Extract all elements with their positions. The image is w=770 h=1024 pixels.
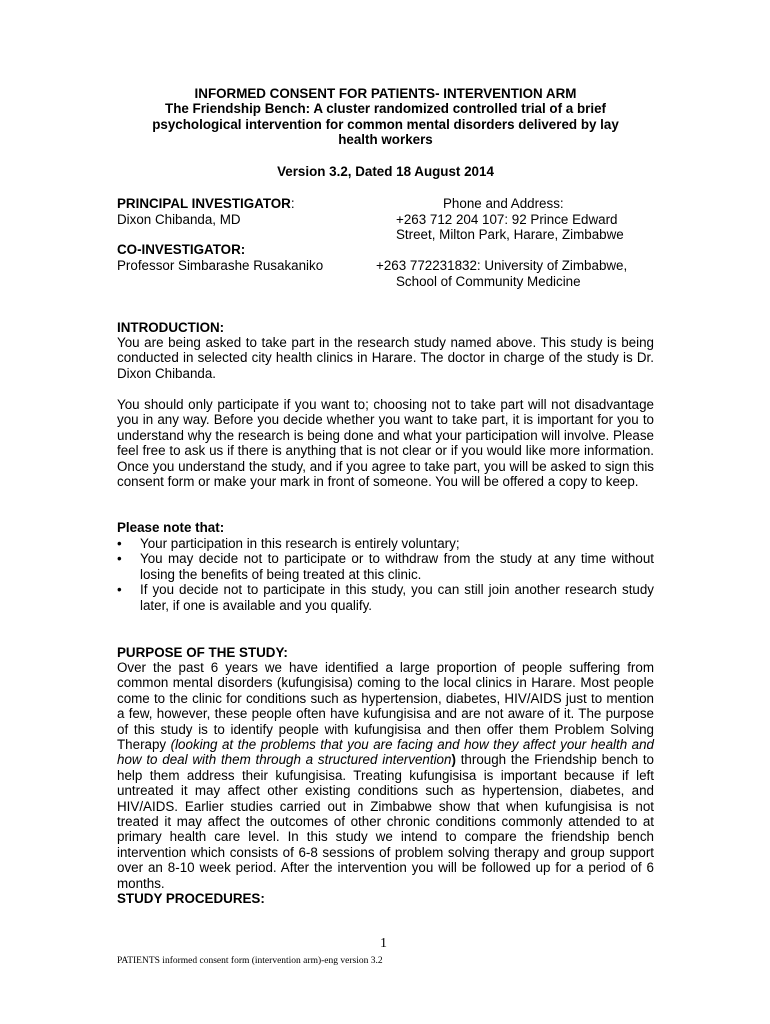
introduction-heading: INTRODUCTION:	[117, 320, 225, 335]
bullet-icon: •	[117, 582, 122, 598]
purpose-closing-paren: )	[451, 752, 456, 768]
purpose-heading: PURPOSE OF THE STUDY:	[117, 645, 288, 660]
introduction-paragraph-2: You should only participate if you want to; choosing not to take part will not disadvantage you in any way. Before you decide whether you want to take part, it is important for you to understand why the research is being done and what your participation will involve. Please feel free to ask us if there is anything that is not clear or if you would like more information. Once you understand the study, and if you agree to take part, you will be asked to sign this consent form or make your mark in front of someone. You will be offered a copy to keep.	[117, 397, 654, 490]
list-item-text: If you decide not to participate in this study, you can still join another research study later, if one is available and you qualify.	[140, 582, 654, 613]
phone-address-label: Phone and Address:	[443, 196, 564, 211]
coi-contact-line-2: School of Community Medicine	[396, 274, 581, 289]
purpose-italic-text: (looking at the problems that you are facing and how they affect your health and how to deal with them through a structured intervention	[117, 737, 655, 768]
purpose-text-start: Over the past 6 years we have identified a large proportion of people suffering from common mental disorders (kufungisisa) coming to the local clinics in Harare. Most people come to the clinic for conditions such as hypertension, diabetes, HIV/AIDS just to mention a few, however, these people often have kufungisisa and are not aware of it. The purpose of this study is to identify people with kufungisisa and then offer them Problem Solving Therapy	[117, 660, 654, 753]
study-procedures-heading: STUDY PROCEDURES:	[117, 891, 265, 906]
please-note-list	[117, 536, 654, 613]
please-note-heading: Please note that:	[117, 520, 225, 535]
footer-text: PATIENTS informed consent form (intervention arm)-eng version 3.2	[117, 956, 383, 966]
purpose-text-end: through the Friendship bench to help them address their kufungisisa. Treating kufungisisa is important because if left untreated it may affect other existing conditions such as hypertension, diabetes, and HIV/AIDS. Earlier studies carried out in Zimbabwe show that when kufungisisa is not treated it may affect the outcomes of other chronic conditions commonly attended to at primary health care level. In this study we intend to compare the friendship bench intervention which consists of 6-8 sessions of problem solving therapy and group support over an 8-10 week period. After the intervention you will be followed up for a period of 6 months.	[117, 752, 654, 891]
coi-contact-line-1: +263 772231832: University of Zimbabwe,	[376, 258, 628, 273]
introduction-paragraph-1: You are being asked to take part in the research study named above. This study is being conducted in selected city health clinics in Harare. The doctor in charge of the study is Dr. Dixon Chibanda.	[117, 335, 654, 381]
bullet-icon: •	[117, 536, 122, 551]
title-line-4: health workers	[338, 132, 433, 148]
list-item	[117, 536, 654, 551]
pi-name: Dixon Chibanda, MD	[117, 212, 241, 227]
list-item	[117, 582, 654, 613]
purpose-paragraph	[117, 660, 654, 891]
pi-label: PRINCIPAL INVESTIGATOR	[117, 196, 291, 211]
pi-heading	[117, 196, 295, 211]
title-line-3: psychological intervention for common mental disorders delivered by lay	[152, 116, 619, 132]
pi-contact-line-1: +263 712 204 107: 92 Prince Edward	[396, 212, 618, 227]
page-number: 1	[380, 936, 387, 951]
list-item-text: Your participation in this research is entirely voluntary;	[140, 536, 460, 551]
coi-name: Professor Simbarashe Rusakaniko	[117, 258, 324, 273]
bullet-icon: •	[117, 551, 122, 567]
list-item	[117, 551, 654, 582]
title-line-1: INFORMED CONSENT FOR PATIENTS- INTERVENTION ARM	[194, 86, 577, 101]
pi-contact-line-2: Street, Milton Park, Harare, Zimbabwe	[396, 227, 624, 242]
pi-label-colon: :	[290, 196, 295, 211]
document-title	[117, 86, 654, 148]
list-item-text: You may decide not to participate or to withdraw from the study at any time without losing the benefits of being treated at this clinic.	[140, 551, 654, 582]
title-line-2: The Friendship Bench: A cluster randomized controlled trial of a brief	[165, 101, 606, 117]
coi-label: CO-INVESTIGATOR:	[117, 242, 246, 257]
version-line: Version 3.2, Dated 18 August 2014	[277, 164, 494, 179]
